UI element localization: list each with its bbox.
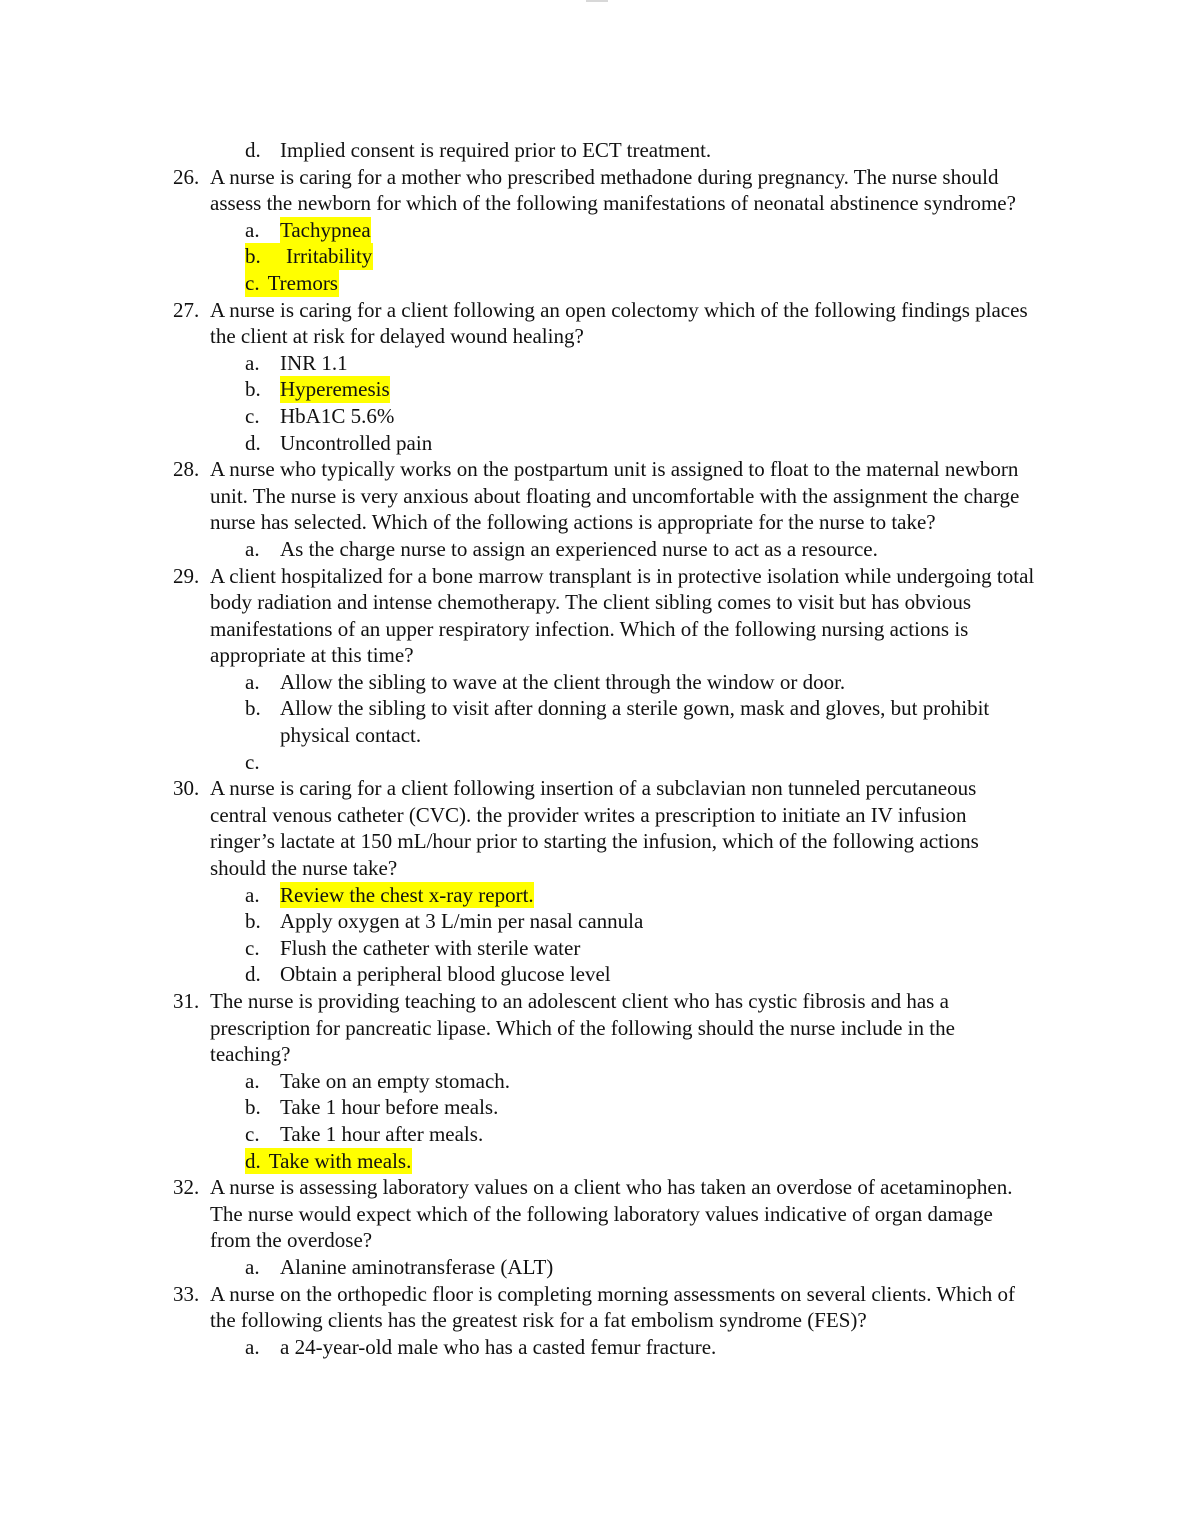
header-mark	[586, 0, 608, 2]
highlighted-answer	[245, 270, 339, 297]
option-text: INR 1.1	[280, 350, 348, 375]
answer-option	[0, 350, 1190, 377]
question-text: A nurse who typically works on the postpartum unit is assigned to float to the maternal newborn	[210, 457, 1019, 482]
question-text-continued	[0, 1201, 1190, 1228]
option-letter: a.	[245, 350, 260, 375]
option-text: Allow the sibling to visit after donning a sterile gown, mask and gloves, but prohibit	[280, 696, 990, 721]
question-text: the client at risk for delayed wound healing?	[210, 324, 584, 349]
question-number: 29.	[173, 563, 200, 588]
question-number: 30.	[173, 776, 200, 801]
question-text-continued	[0, 190, 1190, 217]
option-letter: b.	[245, 377, 261, 402]
option-text: Take with meals.	[268, 1148, 412, 1173]
question-line	[0, 456, 1190, 483]
question-list	[0, 137, 1190, 1360]
option-letter: d.	[245, 1148, 261, 1173]
question-text: from the overdose?	[210, 1228, 373, 1253]
option-letter: b.	[245, 909, 261, 934]
option-letter: a.	[245, 1334, 260, 1359]
option-letter: c.	[245, 403, 260, 428]
question-number: 31.	[173, 989, 200, 1013]
question-line	[0, 164, 1190, 191]
option-letter: a.	[245, 536, 260, 561]
option-letter: b.	[245, 1095, 261, 1120]
question-text: nurse has selected. Which of the following actions is appropriate for the nurse to take?	[210, 510, 936, 535]
question-text-continued	[0, 855, 1190, 882]
answer-option	[0, 217, 1190, 244]
question-text-continued	[0, 1041, 1190, 1068]
answer-option	[0, 1094, 1190, 1121]
question-text-continued	[0, 642, 1190, 669]
question-text-continued	[0, 323, 1190, 350]
question-line	[0, 297, 1190, 324]
question-text: The nurse is providing teaching to an adolescent client who has cystic fibrosis and has a	[210, 989, 949, 1013]
option-text: Obtain a peripheral blood glucose level	[280, 962, 611, 987]
option-text: Allow the sibling to wave at the client through the window or door.	[280, 669, 846, 694]
option-letter: c.	[245, 935, 260, 960]
question-number: 33.	[173, 1281, 200, 1306]
option-letter: d.	[245, 138, 261, 162]
highlighted-answer: Hyperemesis	[280, 377, 390, 402]
option-text: Take 1 hour after meals.	[280, 1121, 484, 1146]
option-text: Uncontrolled pain	[280, 430, 433, 455]
answer-option	[0, 430, 1190, 457]
question-line	[0, 1281, 1190, 1308]
answer-option	[0, 1068, 1190, 1095]
answer-option	[0, 882, 1190, 909]
option-letter: a.	[245, 217, 260, 242]
highlighted-answer	[245, 243, 373, 270]
question-text-continued	[0, 828, 1190, 855]
question-text: A nurse is caring for a mother who prescribed methadone during pregnancy. The nurse should	[210, 164, 999, 189]
option-letter: b.	[245, 696, 261, 721]
answer-option	[0, 403, 1190, 430]
answer-option	[0, 935, 1190, 962]
option-text: Tremors	[267, 270, 338, 295]
highlighted-answer	[245, 1148, 412, 1175]
answer-option	[0, 1254, 1190, 1281]
option-text: HbA1C 5.6%	[280, 403, 395, 428]
question-text: prescription for pancreatic lipase. Which of the following should the nurse include in the	[210, 1015, 955, 1040]
answer-option	[0, 908, 1190, 935]
option-text: Take on an empty stomach.	[280, 1068, 511, 1093]
answer-option	[0, 669, 1190, 696]
option-text: a 24-year-old male who has a casted femur fracture.	[280, 1334, 717, 1359]
question-text: The nurse would expect which of the following laboratory values indicative of organ damage	[210, 1201, 993, 1226]
option-text: Implied consent is required prior to ECT treatment.	[280, 138, 712, 162]
option-text: Apply oxygen at 3 L/min per nasal cannula	[280, 909, 644, 934]
highlighted-answer: Review the chest x-ray report.	[280, 882, 534, 907]
question-text: A nurse is caring for a client following an open colectomy which of the following findings places	[210, 297, 1028, 322]
question-text: A nurse on the orthopedic floor is completing morning assessments on several clients. Which of	[210, 1281, 1016, 1306]
answer-option	[0, 749, 1190, 776]
option-letter: a.	[245, 1068, 260, 1093]
answer-option	[0, 695, 1190, 722]
answer-option	[0, 961, 1190, 988]
question-line	[0, 1174, 1190, 1201]
option-letter: d.	[245, 430, 261, 455]
answer-option	[0, 536, 1190, 563]
option-letter: c.	[245, 749, 260, 774]
question-text-continued	[0, 509, 1190, 536]
option-letter: d.	[245, 962, 261, 987]
option-text: physical contact.	[280, 723, 422, 748]
question-text-continued	[0, 483, 1190, 510]
question-text: teaching?	[210, 1042, 291, 1067]
answer-option	[0, 1121, 1190, 1148]
question-line	[0, 988, 1190, 1015]
question-text: the following clients has the greatest risk for a fat embolism syndrome (FES)?	[210, 1308, 867, 1333]
question-line	[0, 775, 1190, 802]
question-text-continued	[0, 616, 1190, 643]
question-number: 32.	[173, 1175, 200, 1200]
question-text: A client hospitalized for a bone marrow transplant is in protective isolation while undergoing total	[210, 563, 1035, 588]
answer-option	[0, 1334, 1190, 1361]
question-text: A nurse is assessing laboratory values on a client who has taken an overdose of acetaminophen.	[210, 1175, 1013, 1200]
question-number: 26.	[173, 164, 200, 189]
question-text-continued	[0, 589, 1190, 616]
question-text: manifestations of an upper respiratory infection. Which of the following nursing actions is	[210, 616, 969, 641]
option-letter: a.	[245, 1254, 260, 1279]
option-letter: c.	[245, 270, 260, 295]
question-text: ringer’s lactate at 150 mL/hour prior to starting the infusion, which of the following actions	[210, 829, 979, 854]
question-number: 28.	[173, 457, 200, 482]
question-text: central venous catheter (CVC). the provider writes a prescription to initiate an IV infusion	[210, 802, 967, 827]
question-text-continued	[0, 1015, 1190, 1042]
question-text: unit. The nurse is very anxious about floating and uncomfortable with the assignment the charge	[210, 483, 1020, 508]
question-line	[0, 563, 1190, 590]
question-text: should the nurse take?	[210, 856, 398, 881]
answer-option	[0, 376, 1190, 403]
question-text-continued	[0, 1307, 1190, 1334]
question-text: appropriate at this time?	[210, 643, 414, 668]
option-text: Flush the catheter with sterile water	[280, 935, 581, 960]
option-text: As the charge nurse to assign an experienced nurse to act as a resource.	[280, 536, 878, 561]
option-letter: a.	[245, 669, 260, 694]
option-text: Alanine aminotransferase (ALT)	[280, 1254, 554, 1279]
answer-option	[0, 270, 1190, 297]
question-text: assess the newborn for which of the following manifestations of neonatal abstinence syndrome?	[210, 191, 1016, 216]
question-text: body radiation and intense chemotherapy. The client sibling comes to visit but has obvious	[210, 590, 972, 615]
highlighted-answer: Tachypnea	[280, 217, 371, 242]
answer-option	[0, 137, 1190, 164]
question-text: A nurse is caring for a client following insertion of a subclavian non tunneled percutaneous	[210, 776, 977, 801]
option-text: Take 1 hour before meals.	[280, 1095, 499, 1120]
answer-option	[0, 1148, 1190, 1175]
question-text-continued	[0, 802, 1190, 829]
answer-option	[0, 243, 1190, 270]
option-text: Irritability	[280, 244, 373, 269]
option-letter: c.	[245, 1121, 260, 1146]
option-letter: a.	[245, 882, 260, 907]
question-text-continued	[0, 1227, 1190, 1254]
option-letter: b.	[245, 244, 261, 269]
option-text-continued	[0, 722, 1190, 749]
question-number: 27.	[173, 297, 200, 322]
